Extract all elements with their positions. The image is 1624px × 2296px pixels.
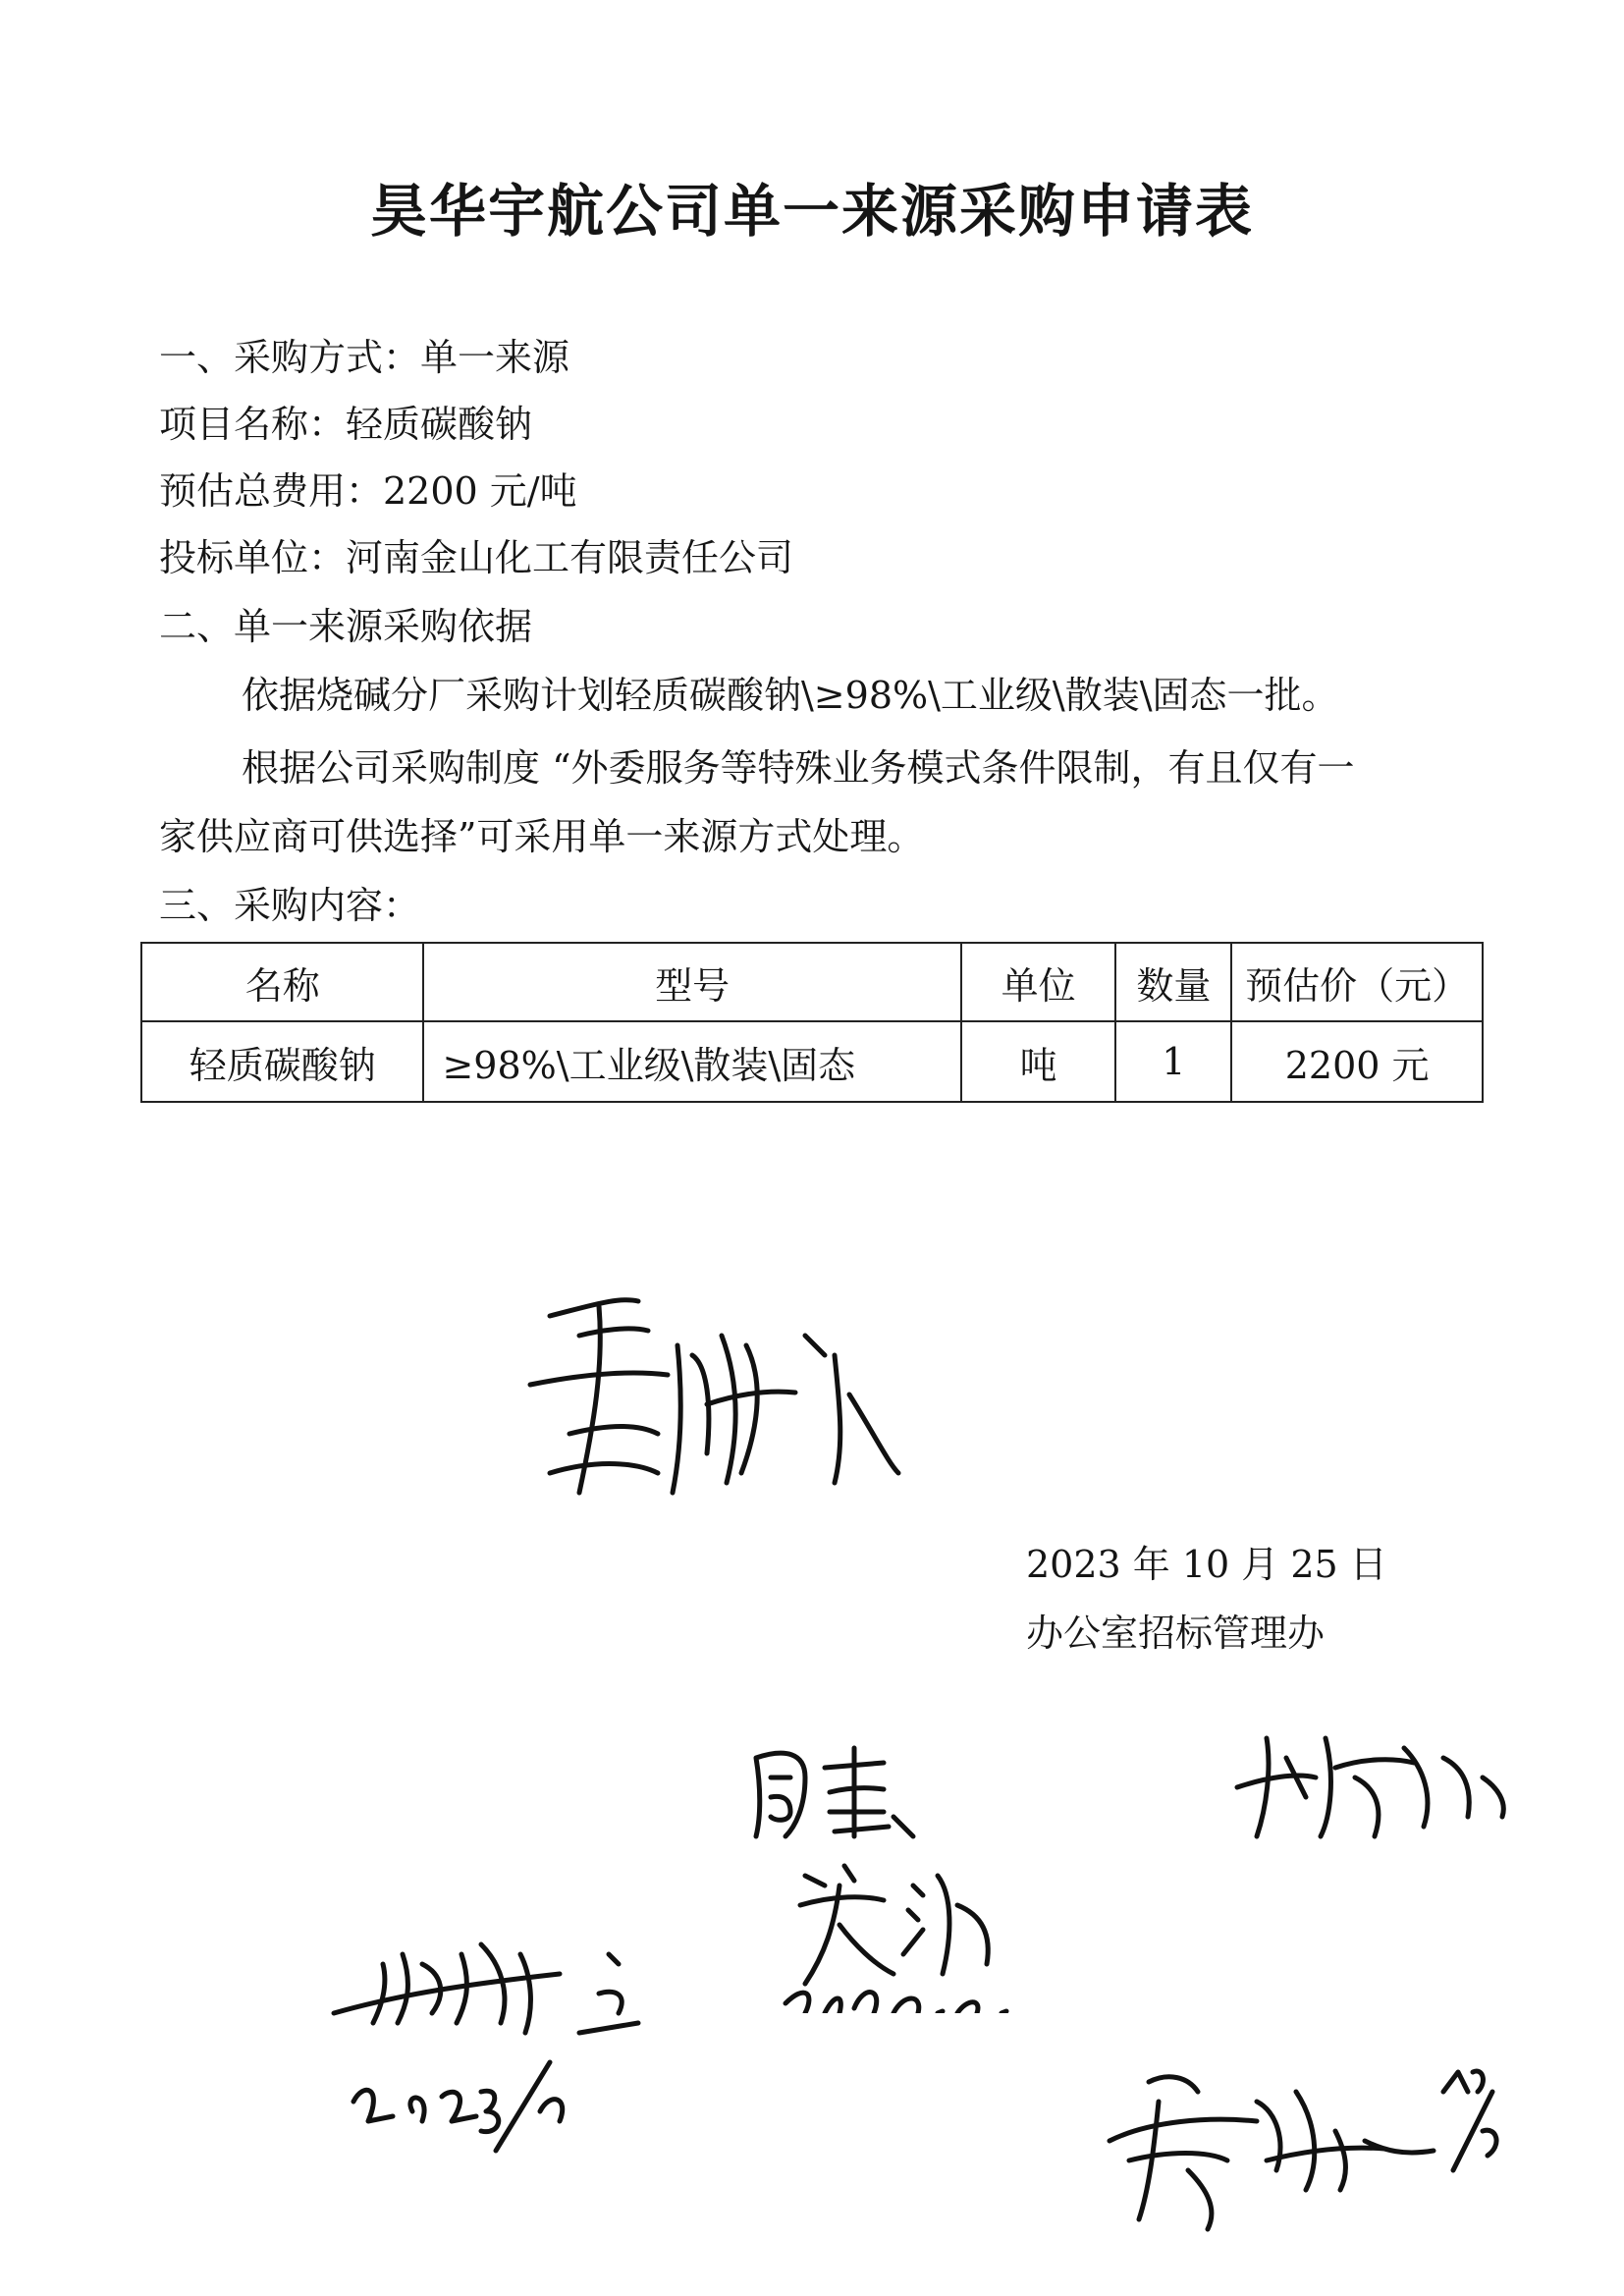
handwritten-approval-signature (746, 1719, 1159, 2013)
estimated-cost-line: 预估总费用：2200 元/吨 (159, 469, 577, 513)
handwritten-signature-3 (1227, 1709, 1522, 1846)
table-header-row (141, 943, 1483, 1021)
handwritten-signature-1 (511, 1277, 903, 1522)
basis-paragraph-2-line-1: 根据公司采购制度 “外委服务等特殊业务模式条件限制，有且仅有一 (242, 746, 1355, 790)
procurement-table (140, 942, 1484, 1103)
handwritten-signature-4 (324, 1925, 717, 2160)
basis-paragraph-2-line-2: 家供应商可供选择”可采用单一来源方式处理。 (159, 815, 925, 858)
department-name: 办公室招标管理办 (1026, 1612, 1326, 1655)
basis-paragraph-1: 依据烧碱分厂采购计划轻质碳酸钠\≥98%\工业级\散装\固态一批。 (242, 674, 1339, 717)
procurement-method-heading: 一、采购方式：单一来源 (159, 336, 570, 379)
basis-heading: 二、单一来源采购依据 (159, 605, 533, 648)
bidder-line: 投标单位：河南金山化工有限责任公司 (159, 536, 794, 579)
cell-unit: 吨 (961, 1021, 1116, 1102)
header-quantity: 数量 (1115, 943, 1231, 1021)
cell-quantity: 1 (1115, 1021, 1231, 1102)
page-title: 昊华宇航公司单一来源采购申请表 (369, 178, 1254, 245)
header-unit: 单位 (961, 943, 1116, 1021)
project-name-line: 项目名称：轻质碳酸钠 (159, 403, 533, 446)
header-estimated-price: 预估价（元） (1231, 943, 1483, 1021)
content-heading: 三、采购内容： (159, 884, 421, 927)
handwritten-signature-5 (1090, 2023, 1532, 2239)
header-name: 名称 (141, 943, 423, 1021)
cell-name: 轻质碳酸钠 (141, 1021, 423, 1102)
cell-model: ≥98%\工业级\散装\固态 (423, 1021, 960, 1102)
header-model: 型号 (423, 943, 960, 1021)
application-date: 2023 年 10 月 25 日 (1026, 1543, 1387, 1586)
table-row (141, 1021, 1483, 1102)
cell-price: 2200 元 (1231, 1021, 1483, 1102)
